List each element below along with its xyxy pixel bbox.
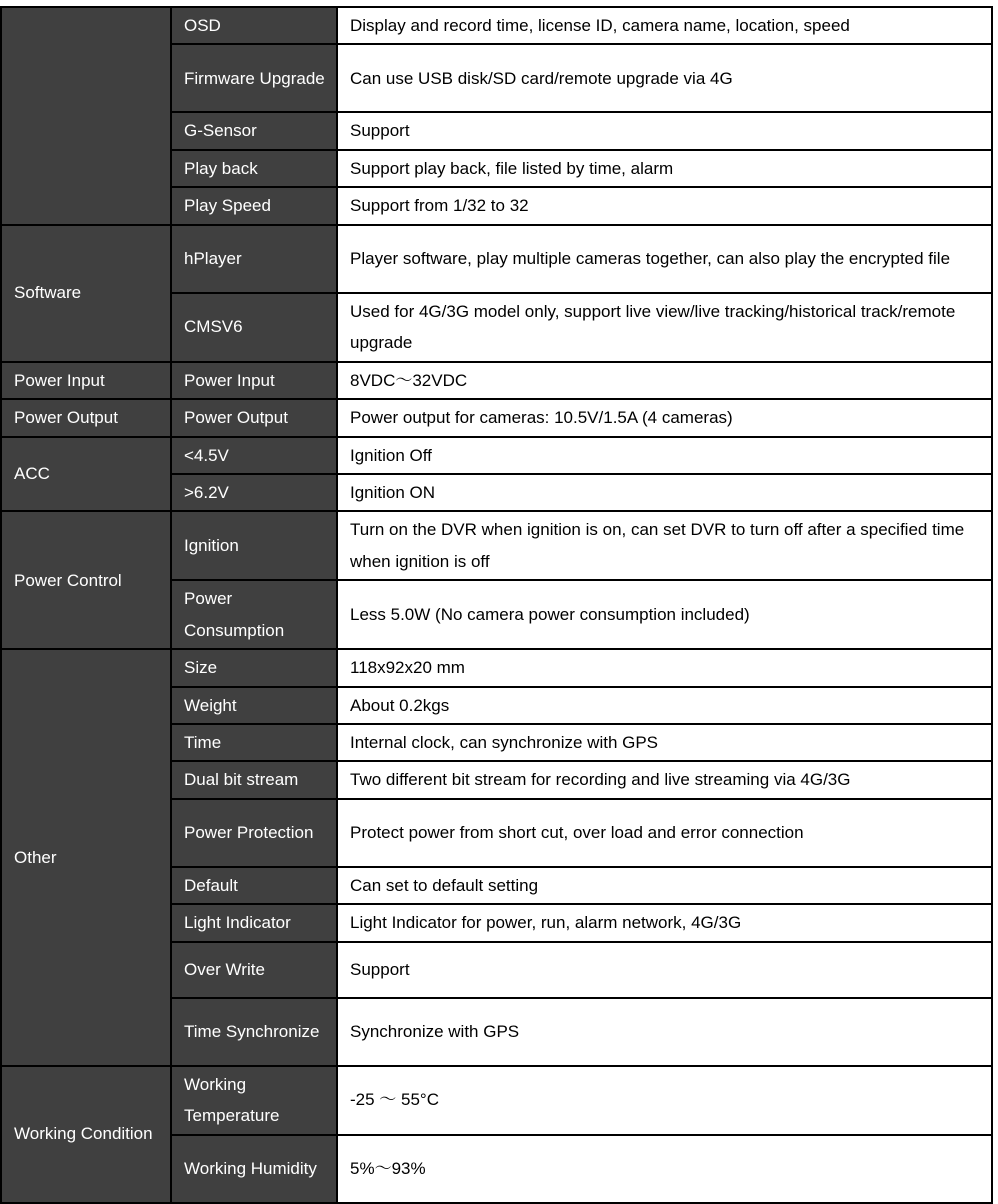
- category-cell: ACC: [1, 437, 171, 512]
- item-cell: Size: [171, 649, 337, 686]
- item-cell: Power Protection: [171, 799, 337, 867]
- item-cell: Over Write: [171, 942, 337, 998]
- table-row: [1, 399, 992, 436]
- item-cell: Time: [171, 724, 337, 761]
- item-cell: OSD: [171, 7, 337, 44]
- desc-cell: 5%～93%: [337, 1135, 992, 1203]
- spec-table: [0, 6, 993, 1204]
- desc-cell: 118x92x20 mm: [337, 649, 992, 686]
- table-row: [1, 649, 992, 686]
- desc-cell: Support from 1/32 to 32: [337, 187, 992, 224]
- desc-cell: Used for 4G/3G model only, support live view/live tracking/historical track/remote upgrade: [337, 293, 992, 362]
- desc-cell: Ignition Off: [337, 437, 992, 474]
- desc-cell: Player software, play multiple cameras together, can also play the encrypted file: [337, 225, 992, 293]
- desc-cell: Synchronize with GPS: [337, 998, 992, 1066]
- table-row: [1, 225, 992, 293]
- item-cell: Ignition: [171, 511, 337, 580]
- item-cell: <4.5V: [171, 437, 337, 474]
- category-cell: [1, 7, 171, 225]
- desc-cell: Internal clock, can synchronize with GPS: [337, 724, 992, 761]
- item-cell: Time Synchronize: [171, 998, 337, 1066]
- item-cell: Power Output: [171, 399, 337, 436]
- item-cell: G-Sensor: [171, 112, 337, 149]
- desc-cell: Support: [337, 112, 992, 149]
- item-cell: Working Humidity: [171, 1135, 337, 1203]
- item-cell: Play back: [171, 150, 337, 187]
- category-cell: Power Control: [1, 511, 171, 649]
- category-cell: Power Output: [1, 399, 171, 436]
- item-cell: Weight: [171, 687, 337, 724]
- item-cell: CMSV6: [171, 293, 337, 362]
- desc-cell: Support: [337, 942, 992, 998]
- item-cell: Light Indicator: [171, 904, 337, 941]
- desc-cell: Two different bit stream for recording and live streaming via 4G/3G: [337, 761, 992, 798]
- category-cell: Working Condition: [1, 1066, 171, 1203]
- item-cell: Power Consumption: [171, 580, 337, 649]
- desc-cell: Can set to default setting: [337, 867, 992, 904]
- table-row: [1, 362, 992, 399]
- desc-cell: -25 ～ 55°C: [337, 1066, 992, 1135]
- desc-cell: Protect power from short cut, over load and error connection: [337, 799, 992, 867]
- desc-cell: Power output for cameras: 10.5V/1.5A (4 cameras): [337, 399, 992, 436]
- desc-cell: Turn on the DVR when ignition is on, can set DVR to turn off after a specified time when ignition is off: [337, 511, 992, 580]
- item-cell: hPlayer: [171, 225, 337, 293]
- desc-cell: Less 5.0W (No camera power consumption included): [337, 580, 992, 649]
- category-cell: Software: [1, 225, 171, 362]
- desc-cell: Display and record time, license ID, camera name, location, speed: [337, 7, 992, 44]
- item-cell: Default: [171, 867, 337, 904]
- desc-cell: Support play back, file listed by time, alarm: [337, 150, 992, 187]
- desc-cell: 8VDC～32VDC: [337, 362, 992, 399]
- table-row: [1, 7, 992, 44]
- category-cell: Power Input: [1, 362, 171, 399]
- item-cell: Power Input: [171, 362, 337, 399]
- table-row: [1, 1066, 992, 1135]
- category-cell: Other: [1, 649, 171, 1066]
- item-cell: Dual bit stream: [171, 761, 337, 798]
- desc-cell: About 0.2kgs: [337, 687, 992, 724]
- table-row: [1, 437, 992, 474]
- desc-cell: Can use USB disk/SD card/remote upgrade via 4G: [337, 44, 992, 112]
- item-cell: Working Temperature: [171, 1066, 337, 1135]
- item-cell: Firmware Upgrade: [171, 44, 337, 112]
- item-cell: Play Speed: [171, 187, 337, 224]
- table-row: [1, 511, 992, 580]
- desc-cell: Ignition ON: [337, 474, 992, 511]
- item-cell: >6.2V: [171, 474, 337, 511]
- desc-cell: Light Indicator for power, run, alarm network, 4G/3G: [337, 904, 992, 941]
